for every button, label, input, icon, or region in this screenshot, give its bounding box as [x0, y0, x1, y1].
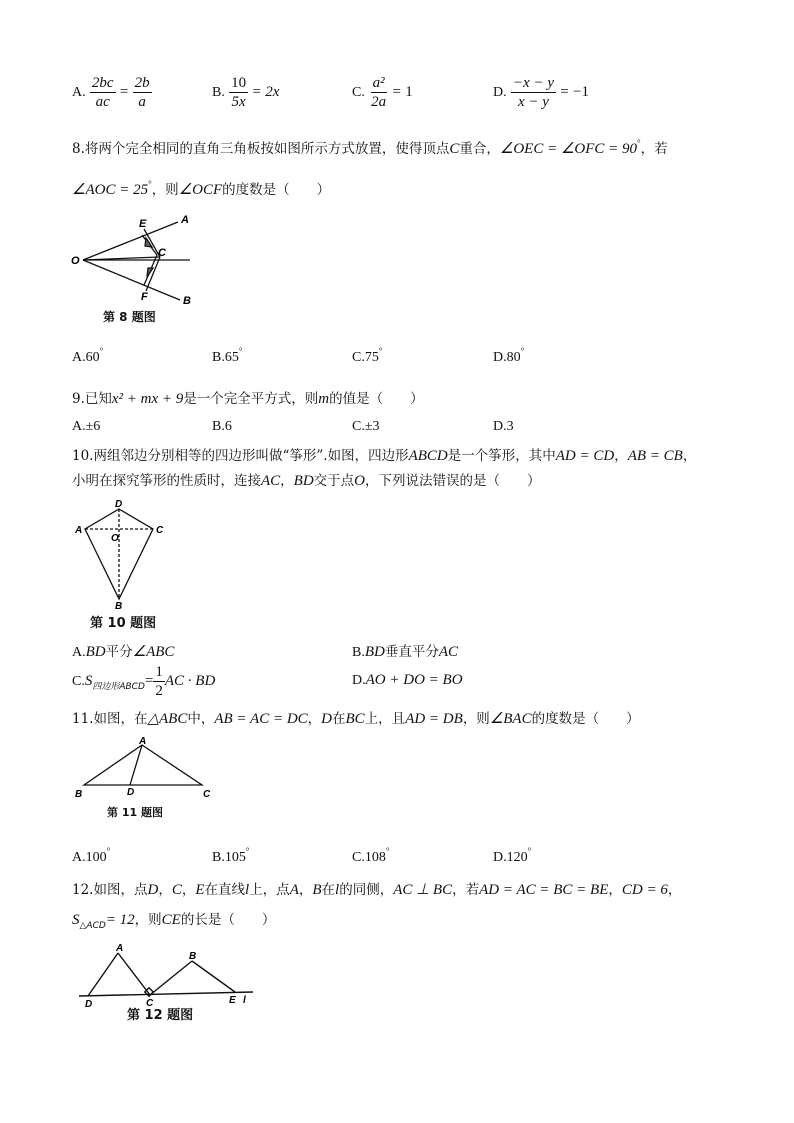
q10-stem-line2: [72, 469, 541, 490]
q8-text4: ，则: [151, 182, 179, 198]
q11-text2: 中，: [187, 711, 215, 727]
q11-c-degree: °: [385, 846, 390, 856]
q8-option-c: [352, 346, 382, 366]
q9-text3: 的值是（ ）: [329, 391, 424, 407]
q8-label-c: C: [158, 247, 166, 259]
q8-stem-line2: [72, 178, 330, 199]
q11-b-degree: °: [245, 846, 250, 856]
q8-angle: ∠OCF: [178, 182, 223, 198]
q10-abcd: ABCD: [408, 448, 448, 464]
q10-line2-b: 交于点: [313, 473, 355, 489]
q8-text2: 重合，: [459, 141, 500, 157]
q10-o: O: [354, 473, 366, 489]
q10-figure-caption: 第 10 题图: [90, 616, 157, 631]
q10-a-part1: BD: [85, 644, 106, 660]
q7-b-equals: =: [252, 84, 261, 100]
q10-c-label: C.: [72, 674, 85, 689]
q7-d-equals: =: [560, 84, 569, 100]
q8-text5: 的度数是（ ）: [222, 182, 331, 198]
q8-d-degree: °: [520, 346, 525, 356]
q12-s-sub: △ACD: [79, 921, 106, 931]
q11-bc: BC: [345, 711, 365, 727]
q10-c-eq: =: [144, 673, 154, 689]
q10-c-s: S: [84, 673, 93, 689]
q8-label-b: B: [183, 295, 191, 307]
q9-expr: x² + mx + 9: [111, 391, 184, 407]
q9-b-label: B.: [212, 419, 225, 434]
q8-eq1-degree: °: [637, 138, 641, 148]
q12-c5: ，: [667, 882, 682, 898]
q9-option-c: [352, 419, 380, 435]
q7-a-rhs-num: 2b: [134, 75, 150, 91]
q12-text2: 在直线: [204, 882, 246, 898]
q8-label-o: O: [71, 255, 80, 267]
q10-figure: [70, 497, 170, 612]
q12-eq3: = 12: [105, 912, 135, 928]
q12-line-l: [79, 992, 253, 996]
q12-segment-ad: [88, 953, 118, 996]
q11-c-value: 108: [364, 850, 386, 865]
q9-option-a: [72, 419, 100, 435]
q7-c-rhs: 1: [405, 84, 413, 100]
q11-segment-ad: [130, 745, 142, 785]
q7-d-rhs: −1: [573, 84, 590, 100]
q12-text5: 的同侧，: [339, 882, 394, 898]
q12-figure-lines: [79, 953, 253, 996]
q8-text1: 8.将两个完全相同的直角三角板按如图所示方式放置，使得顶点: [72, 141, 450, 157]
q10-b-part1: BD: [364, 644, 385, 660]
q10-ac: AC: [261, 473, 281, 489]
q9-a-value: ±6: [85, 419, 101, 434]
q7-b-rhs: 2x: [265, 84, 280, 100]
q9-b-value: 6: [224, 419, 232, 434]
q10-d-expr: AO + DO = BO: [365, 672, 463, 688]
q11-b-label: B.: [212, 850, 225, 865]
q11-label-d: D: [127, 787, 135, 798]
q8-inner-triangle-top: [145, 238, 152, 247]
q8-point-c: C: [449, 141, 460, 157]
q7-option-c: [352, 74, 413, 111]
q10-a-part3: ∠ABC: [132, 644, 175, 660]
q12-eq2: CD = 6: [621, 882, 668, 898]
q10-line2-a: 小明在探究筝形的性质时，连接: [72, 473, 261, 489]
q8-c-degree: °: [378, 346, 383, 356]
q7-option-d: [493, 74, 589, 111]
q10-b-part3: AC: [438, 644, 459, 660]
q8-stem-line1: [72, 137, 668, 158]
q11-text7: 的度数是（ ）: [531, 711, 640, 727]
q9-option-d: [493, 419, 514, 435]
q10-option-c: [72, 663, 215, 700]
q11-option-d: [493, 846, 531, 866]
q12-label-a: A: [116, 943, 124, 954]
q8-figure-caption: 第 8 题图: [103, 310, 156, 324]
q8-eq2: ∠AOC = 25: [72, 182, 149, 198]
q12-label-d: D: [85, 999, 93, 1010]
q8-option-a: [72, 346, 103, 366]
q8-a-label: A.: [72, 350, 86, 365]
q11-d: D: [321, 711, 333, 727]
q11-d-degree: °: [527, 846, 532, 856]
q7-b-label: B.: [212, 85, 225, 100]
q11-angle: ∠BAC: [489, 711, 532, 727]
q8-c-label: C.: [352, 350, 365, 365]
q8-d-label: D.: [493, 350, 507, 365]
q11-a-degree: °: [106, 846, 111, 856]
q10-label-c: C: [156, 525, 164, 536]
q12-figure: [75, 940, 265, 1010]
q8-b-value: 65: [224, 350, 239, 365]
q11-eq2: AD = DB: [405, 711, 463, 727]
q12-l: l: [245, 882, 250, 898]
q8-c-value: 75: [364, 350, 379, 365]
q12-pt-b: B: [312, 882, 322, 898]
q12-c2: ，: [181, 882, 196, 898]
q9-stem: [72, 387, 424, 408]
q7-a-lhs-fraction: [90, 74, 116, 111]
q10-c-rest: AC · BD: [164, 673, 216, 689]
q10-label-a: A: [75, 525, 83, 536]
q10-comma3: ，: [280, 473, 294, 489]
q11-text1: 11.如图，在: [72, 711, 148, 727]
q8-eq1: ∠OEC = ∠OFC = 90: [499, 141, 638, 157]
q10-line1-a: 10.两组邻边分别相等的四边形叫做“筝形”.如图，四边形: [72, 448, 409, 464]
q8-d-value: 80: [506, 350, 521, 365]
q7-c-lhs-num: a²: [372, 75, 385, 91]
q12-pt-e: E: [195, 882, 205, 898]
q12-label-c: C: [146, 998, 154, 1009]
q7-d-lhs-fraction: [511, 74, 556, 111]
q7-a-lhs-num: 2bc: [91, 75, 114, 91]
q9-option-b: [212, 419, 232, 435]
q8-eq2-degree: °: [148, 179, 152, 189]
q8-text3: ，若: [640, 141, 668, 157]
q12-eq1: AD = AC = BC = BE: [479, 882, 609, 898]
q9-c-label: C.: [352, 419, 365, 434]
q10-option-b: [352, 640, 458, 661]
q8-label-f: F: [141, 291, 148, 303]
q10-comma2: ，: [682, 448, 697, 464]
q12-perp: AC ⊥ BC: [393, 882, 453, 898]
q10-stem-line1: [72, 444, 696, 465]
q10-c-num: 1: [155, 664, 163, 680]
q11-d-label: D.: [493, 850, 507, 865]
q10-eq2: AB = CB: [627, 448, 683, 464]
q11-stem: [72, 707, 640, 728]
q8-figure: [68, 205, 208, 315]
q11-option-b: [212, 846, 249, 866]
q9-var: m: [318, 391, 330, 407]
q12-l2: l: [335, 882, 340, 898]
q11-label-b: B: [75, 789, 83, 800]
q8-option-b: [212, 346, 242, 366]
q12-text1: 12.如图，点: [72, 882, 148, 898]
q10-a-part2: 平分: [105, 644, 133, 660]
q12-s: S: [72, 912, 80, 928]
q9-text2: 是一个完全平方式，则: [183, 391, 319, 407]
q10-c-sub: 四边形ABCD: [92, 682, 145, 692]
q12-segment-ac: [118, 953, 150, 995]
q12-c1: ，: [158, 882, 172, 898]
q11-d-value: 120: [506, 850, 528, 865]
q12-stem-line2: [72, 908, 275, 931]
q9-d-label: D.: [493, 419, 507, 434]
q12-stem-line1: [72, 878, 681, 899]
q7-c-equals: =: [392, 84, 401, 100]
q11-a-value: 100: [85, 850, 107, 865]
q8-label-e: E: [139, 218, 147, 230]
q12-text8: 的长是（ ）: [180, 912, 276, 928]
q12-c3: ，: [298, 882, 313, 898]
q10-figure-lines: [85, 509, 153, 599]
q10-c-den: 2: [155, 683, 163, 699]
q7-b-lhs-num: 10: [231, 75, 247, 91]
q12-text3: 上，点: [249, 882, 290, 898]
q7-d-lhs-num: −x − y: [512, 75, 554, 91]
q12-segment-be: [192, 961, 235, 992]
q11-text5: 上，且: [364, 711, 406, 727]
q9-c-value: ±3: [364, 419, 380, 434]
q8-figure-lines: [83, 222, 190, 300]
q10-label-o: O: [111, 533, 119, 544]
q12-figure-caption: 第 12 题图: [127, 1008, 194, 1023]
q7-c-lhs-den: 2a: [371, 94, 387, 110]
q10-b-part2: 垂直平分: [384, 644, 439, 660]
q12-text6: ，若: [452, 882, 480, 898]
q7-b-lhs-den: 5x: [231, 94, 246, 110]
q7-a-rhs-den: a: [138, 94, 146, 110]
q12-label-l: l: [243, 995, 246, 1006]
q7-option-a: [72, 74, 152, 111]
q10-label-b: B: [115, 601, 123, 612]
q7-b-lhs-fraction: [229, 74, 248, 111]
q7-c-lhs-fraction: [369, 74, 388, 111]
q10-eq1: AD = CD: [555, 448, 615, 464]
q12-pt-d: D: [147, 882, 159, 898]
q12-label-e: E: [229, 995, 236, 1006]
q11-figure: [72, 735, 222, 805]
q11-figure-caption: 第 11 题图: [107, 806, 163, 819]
q12-pt-c: C: [171, 882, 182, 898]
q10-label-d: D: [115, 499, 123, 510]
q11-triangle-abc: [84, 745, 202, 785]
q7-d-label: D.: [493, 85, 507, 100]
q10-bd: BD: [293, 473, 314, 489]
q11-option-c: [352, 846, 389, 866]
q11-c-label: C.: [352, 850, 365, 865]
q10-c-fraction: [153, 663, 165, 700]
q8-b-degree: °: [238, 346, 243, 356]
q11-figure-lines: [84, 745, 202, 785]
q7-c-label: C.: [352, 85, 365, 100]
q11-a-label: A.: [72, 850, 86, 865]
q11-label-a: A: [139, 736, 147, 747]
q10-d-label: D.: [352, 673, 366, 688]
q12-c4: ，: [608, 882, 622, 898]
q9-d-value: 3: [506, 419, 514, 434]
q12-ce: CE: [161, 912, 181, 928]
q11-b-value: 105: [224, 850, 246, 865]
q9-a-label: A.: [72, 419, 86, 434]
q12-segment-cb: [150, 961, 192, 995]
q7-d-lhs-den: x − y: [517, 94, 549, 110]
q9-text1: 9.已知: [72, 391, 112, 407]
q10-line2-c: ，下列说法错误的是（ ）: [365, 473, 541, 489]
q7-a-lhs-den: ac: [95, 94, 110, 110]
q8-a-value: 60: [85, 350, 100, 365]
q8-option-d: [493, 346, 524, 366]
q11-option-a: [72, 846, 110, 866]
q10-line1-b: 是一个筝形，其中: [447, 448, 556, 464]
q8-b-label: B.: [212, 350, 225, 365]
q12-text4: 在: [321, 882, 336, 898]
q7-a-label: A.: [72, 85, 86, 100]
q7-option-b: [212, 74, 279, 111]
q11-tri: △ABC: [147, 711, 188, 727]
q10-comma: ，: [614, 448, 628, 464]
q7-a-rhs-fraction: [133, 74, 152, 111]
q10-b-label: B.: [352, 645, 365, 660]
q11-eq1: AB = AC = DC: [214, 711, 308, 727]
q12-pt-a: A: [289, 882, 299, 898]
q11-text4: 在: [332, 711, 346, 727]
q12-label-b: B: [189, 951, 197, 962]
q8-ray-ob: [83, 260, 180, 300]
q10-option-a: [72, 640, 174, 661]
q8-label-a: A: [181, 214, 189, 226]
q12-text7: ，则: [134, 912, 162, 928]
q11-text3: ，: [307, 711, 322, 727]
q11-text6: ，则: [462, 711, 490, 727]
q10-a-label: A.: [72, 645, 86, 660]
q10-option-d: [352, 672, 463, 689]
q11-label-c: C: [203, 789, 211, 800]
q8-a-degree: °: [99, 346, 104, 356]
q7-a-equals: =: [119, 84, 129, 100]
